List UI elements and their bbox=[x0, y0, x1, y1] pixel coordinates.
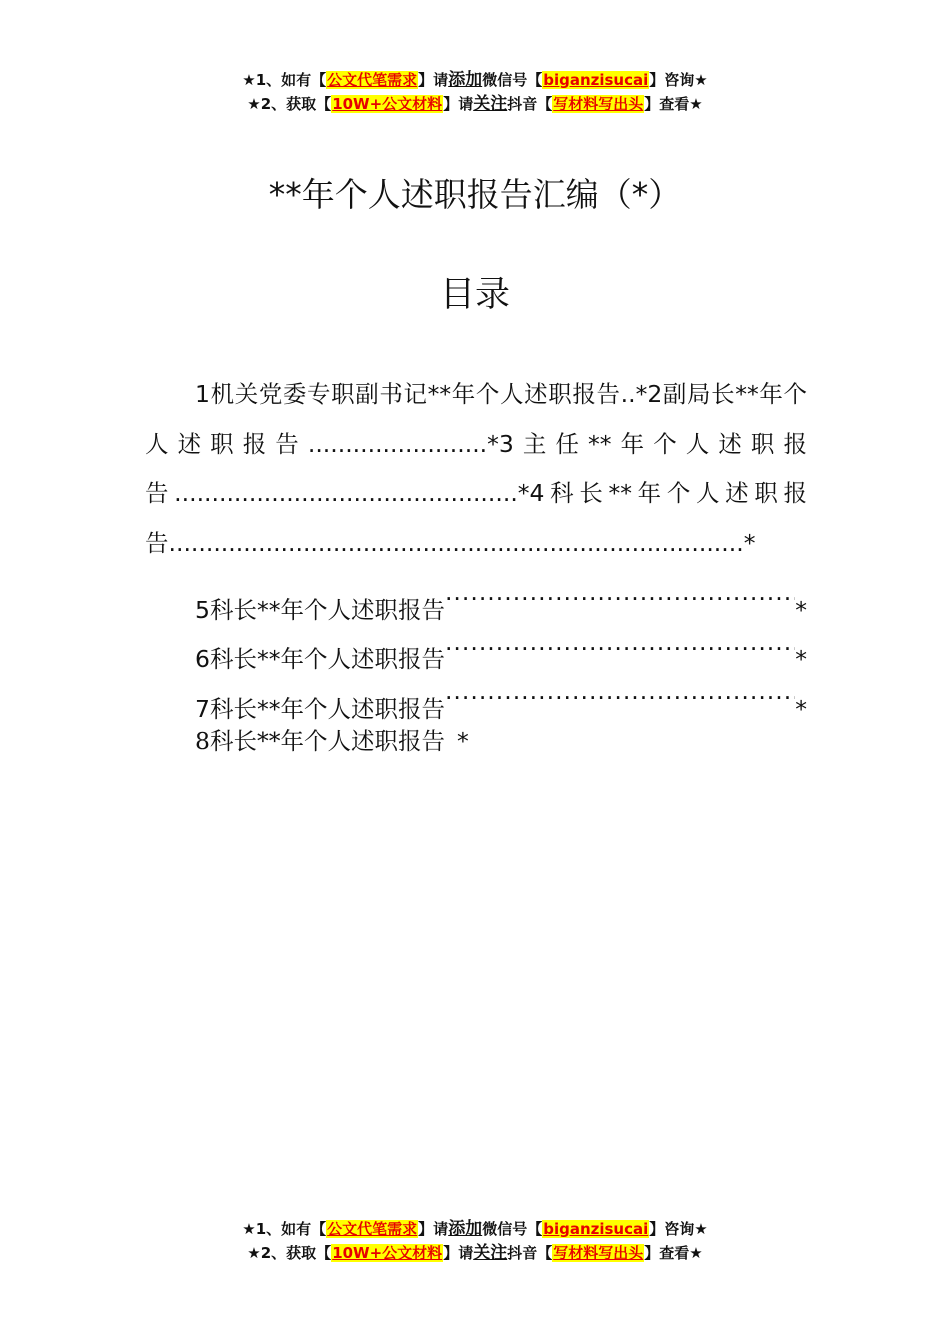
toc-item-label: 7科长**年个人述职报告 bbox=[195, 694, 445, 723]
document-title: **年个人述职报告汇编（*） bbox=[268, 175, 682, 214]
toc-item-page: * bbox=[456, 726, 469, 755]
promo-underlined: 添加 bbox=[448, 1219, 483, 1239]
promo-text: 】请 bbox=[443, 95, 474, 113]
toc-paragraph: 1机关党委专职副书记**年个人述职报告..*2副局长**年个人述职报告........................*3主任**年个人述职报告..............................................*4科长**年个人述职报告.............................................................................* bbox=[145, 380, 807, 557]
promo-text: 】查看★ bbox=[644, 1244, 703, 1262]
promo-line-1 bbox=[0, 1217, 950, 1241]
promo-line-2 bbox=[0, 1241, 950, 1265]
promo-text: 】查看★ bbox=[644, 95, 703, 113]
promo-text: 】请 bbox=[443, 1244, 474, 1262]
promo-highlight-wechat-id: biganzisucai bbox=[543, 71, 649, 89]
promo-underlined: 关注 bbox=[473, 94, 508, 114]
header-promo-banner bbox=[0, 68, 950, 116]
promo-highlight-wechat-id: biganzisucai bbox=[543, 1220, 649, 1238]
toc-item[interactable] bbox=[145, 568, 807, 624]
toc-heading: 目录 bbox=[439, 275, 510, 315]
promo-highlight-douyin: 写材料写出头 bbox=[553, 95, 644, 113]
promo-text: 】咨询★ bbox=[649, 1220, 708, 1238]
promo-text: 】咨询★ bbox=[649, 71, 708, 89]
toc-item-label: 8科长**年个人述职报告 bbox=[195, 726, 445, 755]
promo-text: 微信号【 bbox=[482, 71, 543, 89]
promo-highlight: 公文代笔需求 bbox=[327, 1220, 418, 1238]
promo-text: 抖音【 bbox=[507, 1244, 553, 1262]
promo-text: ★1、如有【 bbox=[242, 1220, 327, 1238]
promo-underlined: 关注 bbox=[473, 1243, 508, 1263]
promo-highlight: 10W+公文材料 bbox=[332, 1244, 443, 1262]
promo-line-1 bbox=[0, 68, 950, 92]
toc-item-page: * bbox=[795, 595, 807, 624]
promo-text: 】请 bbox=[418, 1220, 449, 1238]
promo-highlight: 公文代笔需求 bbox=[327, 71, 418, 89]
promo-highlight: 10W+公文材料 bbox=[332, 95, 443, 113]
promo-text: ★2、获取【 bbox=[247, 95, 332, 113]
promo-highlight-douyin: 写材料写出头 bbox=[553, 1244, 644, 1262]
toc-item-page: * bbox=[795, 694, 807, 723]
toc-item-page: * bbox=[795, 645, 807, 673]
promo-text: ★2、获取【 bbox=[247, 1244, 332, 1262]
promo-text: ★1、如有【 bbox=[242, 71, 327, 89]
toc-item-label: 6科长**年个人述职报告 bbox=[195, 645, 445, 673]
toc-leader-dots bbox=[445, 667, 795, 734]
promo-text: 微信号【 bbox=[482, 1220, 543, 1238]
promo-text: 】请 bbox=[418, 71, 449, 89]
promo-underlined: 添加 bbox=[448, 70, 483, 90]
promo-text: 抖音【 bbox=[507, 95, 553, 113]
toc-item-label: 5科长**年个人述职报告 bbox=[195, 595, 445, 624]
promo-line-2 bbox=[0, 92, 950, 116]
footer-promo-banner bbox=[0, 1217, 950, 1265]
table-of-contents bbox=[145, 370, 807, 766]
